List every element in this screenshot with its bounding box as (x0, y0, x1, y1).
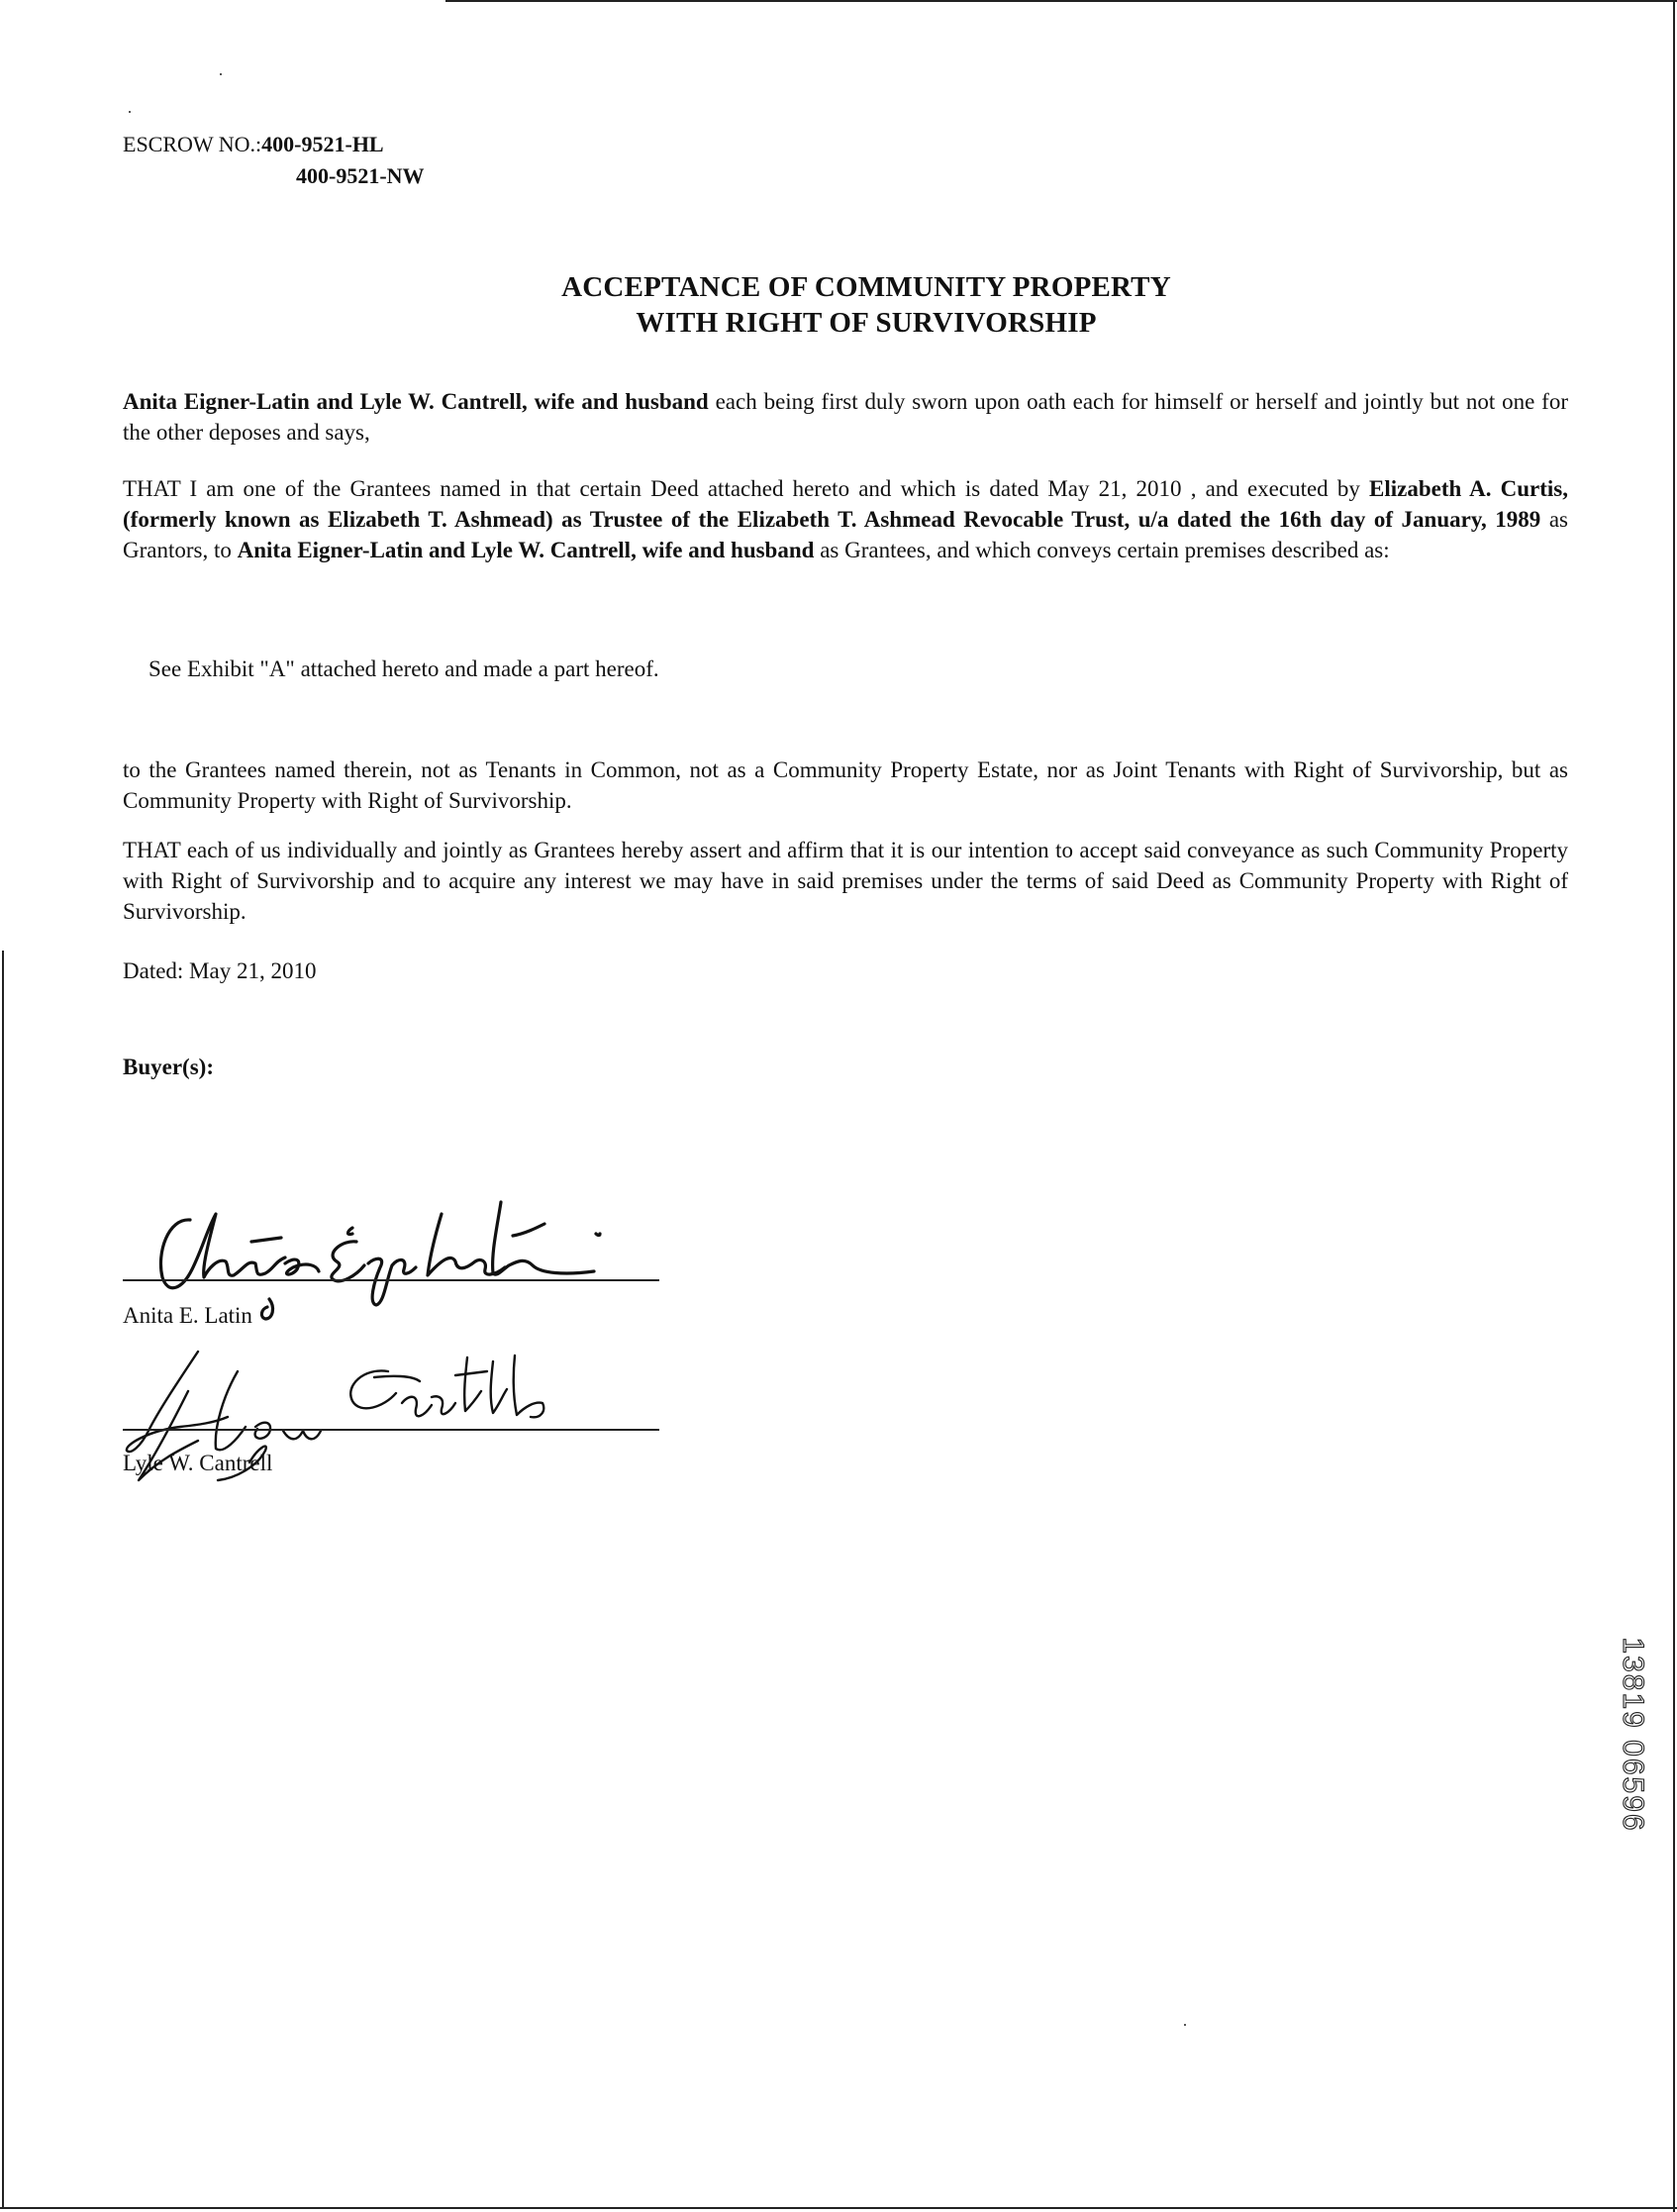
scan-speck (129, 111, 131, 113)
document-title (376, 269, 1356, 341)
escrow-number-1: 400-9521-HL (261, 132, 384, 156)
recording-stamp-number (1612, 1596, 1651, 1873)
dated-line: Dated: May 21, 2010 (123, 958, 317, 983)
paragraph-affirmation: THAT each of us individually and jointly as Grantees hereby assert and affirm that it is our intention to accept said conveyance as such Community Property with Right of Survivorship and to acquire any interest we may have in said premises under the terms of said Deed as Community Property with Right of Survivorship. (123, 838, 1568, 924)
paragraph-tenancy: to the Grantees named therein, not as Tenants in Common, not as a Community Property Estate, nor as Joint Tenants with Right of Survivorship, but as Community Property with Right of Survivorship. (123, 757, 1568, 813)
grantee-names: Anita Eigner-Latin and Lyle W. Cantrell, wife and husband (237, 538, 815, 562)
signature-line-1 (123, 1279, 659, 1281)
signature-anita-latin (148, 1158, 683, 1327)
paragraph-deed (123, 473, 1568, 565)
scan-speck (220, 73, 222, 75)
escrow-number-block (123, 129, 425, 192)
grantees-names: Anita Eigner-Latin and Lyle W. Cantrell, wife and husband (123, 389, 709, 414)
paragraph-deponents (123, 386, 1568, 448)
signature-line-2 (123, 1429, 659, 1431)
stamp-number-text: 13819 06596 (1617, 1637, 1650, 1833)
signer-1-name: Anita E. Latin (123, 1303, 252, 1328)
title-line-2: WITH RIGHT OF SURVIVORSHIP (636, 307, 1097, 339)
scan-speck (1184, 2024, 1186, 2026)
title-line-1: ACCEPTANCE OF COMMUNITY PROPERTY (561, 271, 1171, 303)
paragraph-deponents-text: each being first duly sworn upon oath each for himself or herself and jointly but not one for the other deposes and says, (123, 389, 1568, 445)
paragraph-exhibit: See Exhibit "A" attached hereto and made a part hereof. (148, 656, 659, 681)
deed-intro-text: THAT I am one of the Grantees named in that certain Deed attached hereto and which is dated May 21, 2010 , and executed by (123, 476, 1369, 501)
scan-edge-bottom (0, 2207, 1677, 2209)
deed-grantors-text: as Grantors, to (123, 507, 1568, 562)
escrow-label: ESCROW NO.: (123, 132, 262, 156)
scan-edge-right (1673, 0, 1675, 2212)
signer-2-name: Lyle W. Cantrell (123, 1451, 273, 1475)
deed-premises-text: as Grantees, and which conveys certain premises described as: (814, 538, 1390, 562)
scan-edge-left (2, 951, 4, 2208)
scan-edge-top (445, 0, 1677, 2)
buyers-heading: Buyer(s): (123, 1055, 214, 1079)
escrow-number-2: 400-9521-NW (296, 163, 425, 188)
grantor-names: Elizabeth A. Curtis,(formerly known as Elizabeth T. Ashmead) as Trustee of the Elizabeth T. Ashmead Revocable Trust, u/a dated the 16th day of January, 1989 (123, 476, 1569, 532)
